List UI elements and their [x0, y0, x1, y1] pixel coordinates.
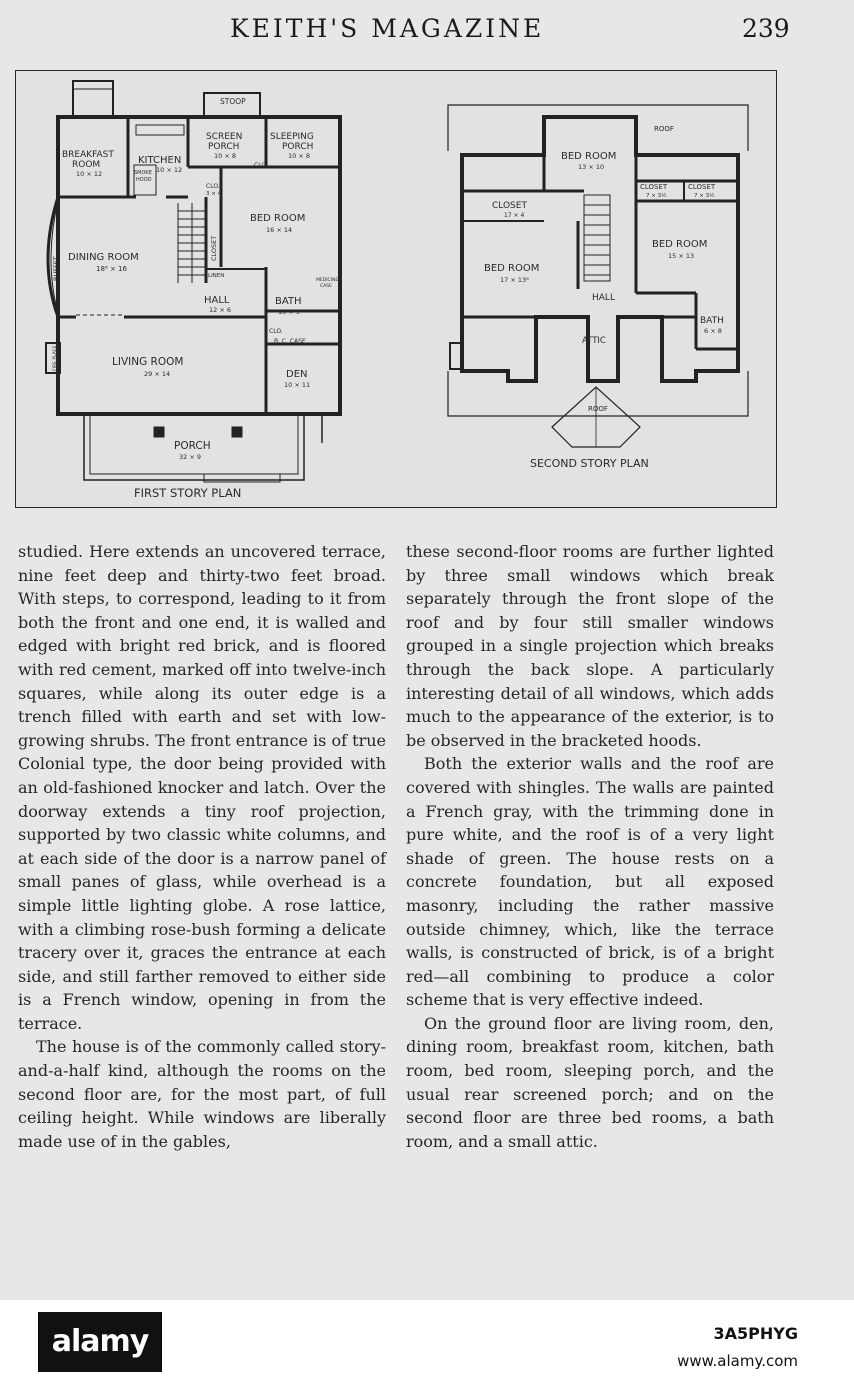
room-dim: 10 × 11: [284, 381, 311, 389]
room-label: BED ROOM: [250, 213, 306, 224]
stock-url-link[interactable]: www.alamy.com: [677, 1352, 798, 1370]
room-label: LIVING ROOM: [112, 356, 184, 368]
page-number: 239: [742, 14, 790, 43]
paragraph: On the ground floor are living room, den, dining room, breakfast room, kitchen, bath room, bed room, sleeping porch, and the usual rear screened porch; and on the second floor are three bed rooms, a bath room, and a small attic.: [406, 1013, 774, 1151]
room-label: BREAKFAST: [62, 150, 114, 160]
room-dim: 7 × 3½: [646, 193, 667, 199]
room-label: BATH: [275, 296, 302, 307]
room-label: PORCH: [174, 440, 211, 452]
first-story-labels: [52, 97, 338, 500]
room-dim: 29 × 14: [144, 370, 171, 378]
room-label: ATTIC: [582, 336, 606, 346]
room-label: SLEEPING: [270, 132, 314, 142]
room-label: DEN: [286, 369, 308, 380]
room-label: LINEN: [208, 273, 225, 279]
floor-plans-figure: [15, 70, 777, 508]
room-dim: 10 × 8: [288, 152, 310, 160]
room-dim: 7 × 3½: [694, 193, 715, 199]
room-label: HALL: [204, 295, 230, 306]
room-label: B. C. CASE: [274, 338, 306, 345]
room-dim: 12 × 6: [209, 306, 231, 314]
room-dim: 17 × 13⁶: [500, 276, 529, 284]
room-dim: 6 × 8: [704, 327, 722, 335]
room-dim: 32 × 9: [179, 453, 201, 461]
room-label: ROOF: [654, 125, 674, 133]
room-label: ROOM: [72, 160, 101, 170]
paragraph: The house is of the commonly called story-and-a-half kind, although the rooms on the second floor are, for the most part, of full ceiling height. While windows are liberally made use of in the gables,: [18, 1037, 386, 1151]
room-dim: 10 × 12: [156, 166, 183, 174]
stock-image-id: 3A5PHYG: [713, 1324, 798, 1343]
room-label: HALL: [592, 293, 615, 303]
room-label: STOOP: [220, 97, 246, 106]
room-label: BED ROOM: [652, 239, 708, 250]
article-column-right: [406, 540, 774, 1153]
room-label: KITCHEN: [138, 155, 182, 166]
stock-logo[interactable]: alamy: [38, 1312, 162, 1372]
room-dim: 15 × 13: [668, 252, 695, 260]
room-dim: 10 × 5: [278, 308, 300, 316]
room-label: CLO.: [269, 328, 283, 335]
room-dim: 10 × 12: [76, 170, 103, 178]
running-head: KEITH'S MAGAZINE: [230, 14, 545, 43]
room-dim: 16 × 14: [266, 226, 293, 234]
plan-caption: SECOND STORY PLAN: [530, 457, 649, 470]
room-label: CLO.: [254, 162, 268, 169]
room-label: BED ROOM: [561, 151, 617, 162]
room-dim: 3 × 4: [206, 191, 222, 197]
room-label: BUFFET: [52, 256, 60, 281]
room-label: DINING ROOM: [68, 252, 139, 263]
second-story-labels: [484, 125, 724, 470]
plan-caption: FIRST STORY PLAN: [134, 486, 242, 500]
room-label: CLOSET: [210, 235, 218, 261]
room-label: CLOSET: [640, 183, 668, 191]
room-label: CLOSET: [492, 201, 527, 211]
room-label: CASE: [320, 284, 332, 289]
room-label: CLO.: [206, 183, 220, 190]
room-dim: 18⁶ × 16: [96, 265, 127, 273]
room-label: CLOSET: [688, 183, 716, 191]
room-label: HOOD: [136, 177, 152, 183]
room-label: SMOKE: [134, 170, 152, 176]
room-label: PORCH: [282, 142, 314, 152]
floor-plans-drawing: [16, 71, 778, 509]
paragraph: Both the exterior walls and the roof are covered with shingles. The walls are painted a French gray, with the trimming done in pure white, and the roof is of a very light shade of green. The house rests on a concrete foundation, but all exposed masonry, including the rather massive outside chimney, which, like the terrace walls, is constructed of brick, is of a bright red—all combining to produce a color scheme that is very effective indeed.: [406, 754, 774, 1010]
room-label: MEDICINE: [316, 278, 339, 283]
room-dim: 13 × 10: [578, 163, 605, 171]
paragraph: studied. Here extends an uncovered terrace, nine feet deep and thirty-two feet broad. With steps, to correspond, leading to it from both the front and one end, it is walled and edged with bright red brick, and is floored with red cement, marked off into twelve-inch squares, while along its outer edge is a trench filled with earth and set with low-growing shrubs. The front entrance is of true Colonial type, the door being provided with an old-fashioned knocker and latch. Over the doorway extends a tiny roof projection, supported by two classic white columns, and at each side of the door is a narrow panel of small panes of glass, while overhead is a simple little lighting globe. A rose lattice, with a climbing rose-bush forming a delicate tracery over it, graces the entrance at each side, and still farther removed to either side is a French window, opening in from the terrace.: [18, 542, 386, 1033]
room-label: BATH: [700, 316, 724, 326]
room-label: PORCH: [208, 142, 240, 152]
stock-footer-bar: [0, 1300, 854, 1390]
room-label: FIRE PLACE: [53, 345, 58, 371]
room-dim: 17 × 4: [504, 212, 525, 219]
article-column-left: [18, 540, 386, 1153]
paragraph: these second-floor rooms are further lighted by three small windows which break separately through the front slope of the roof and by four still smaller windows grouped in a single projection which breaks through the back slope. A particularly interesting detail of all windows, which adds much to the appearance of the exterior, is to be observed in the bracketed hoods.: [406, 542, 774, 750]
room-label: ROOF: [588, 405, 608, 413]
room-dim: 10 × 8: [214, 152, 236, 160]
room-label: SCREEN: [206, 132, 243, 142]
room-label: BED ROOM: [484, 263, 540, 274]
